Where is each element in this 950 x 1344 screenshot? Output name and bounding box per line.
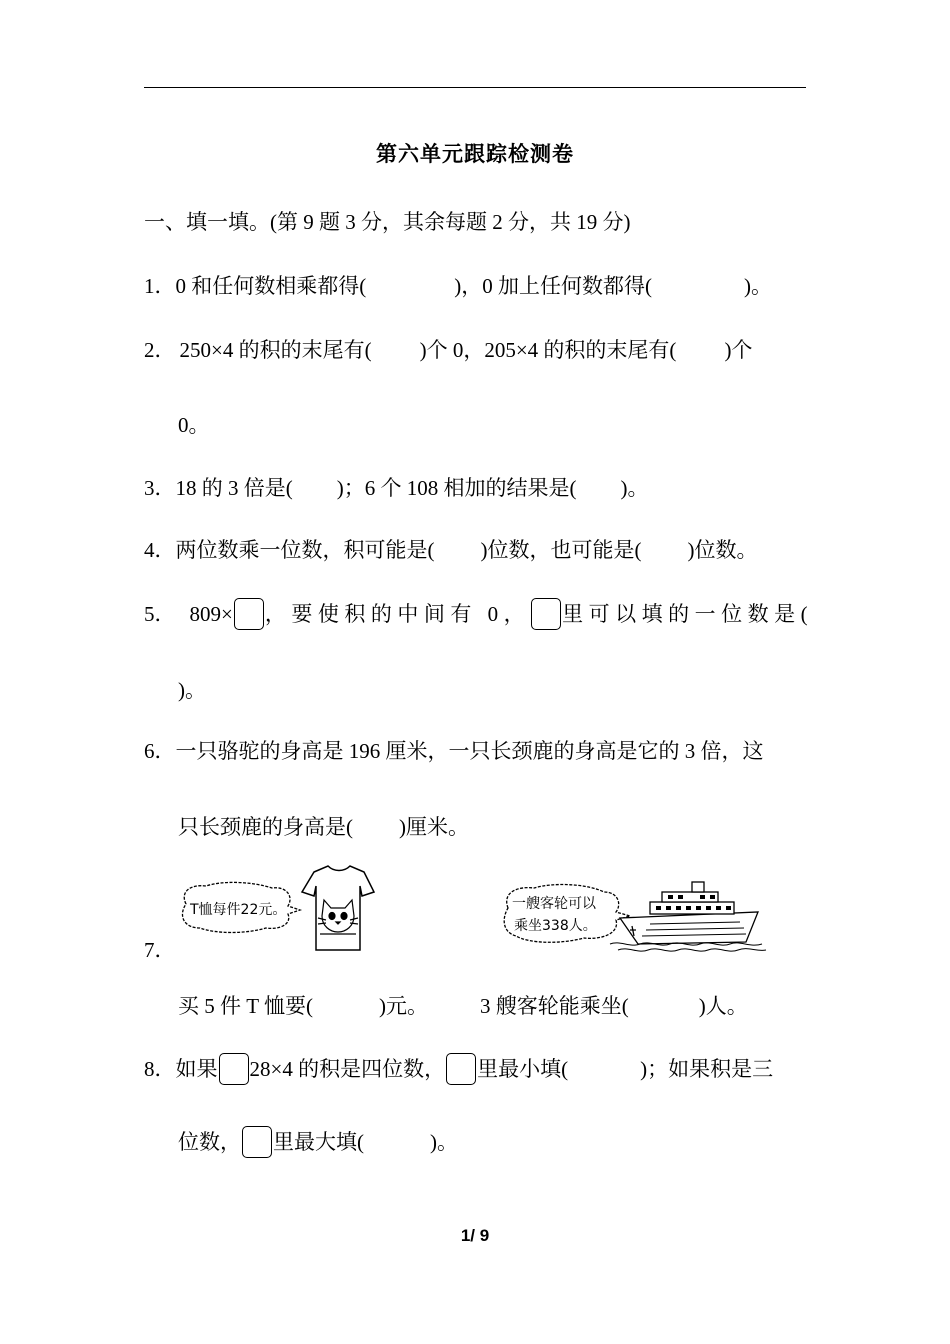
question-5: 5． 809× ，要使积的中间有 0， 里可以填的一位数是( bbox=[144, 598, 813, 630]
question-6-cont: 只长颈鹿的身高是( )厘米。 bbox=[178, 815, 469, 839]
tshirt-bubble-text: T恤每件22元。 bbox=[190, 902, 287, 918]
question-2-cont: 0。 bbox=[178, 413, 210, 437]
question-5-cont: )。 bbox=[178, 678, 206, 702]
q5-answer-box-1[interactable] bbox=[234, 598, 264, 630]
q6-number: 6． bbox=[144, 739, 176, 763]
question-3: 3．18 的 3 倍是( )；6 个 108 相加的结果是( )。 bbox=[144, 476, 649, 500]
q5-number: 5． bbox=[144, 602, 176, 626]
page-title: 第六单元跟踪检测卷 bbox=[376, 142, 574, 166]
question-2: 2． 250×4 的积的末尾有( )个 0，205×4 的积的末尾有( )个 bbox=[144, 338, 753, 362]
tshirt-illustration bbox=[176, 862, 376, 954]
q8-answer-box-2[interactable] bbox=[446, 1053, 476, 1085]
question-8-cont: 位数， 里最大填( )。 bbox=[178, 1126, 458, 1158]
q4-number: 4． bbox=[144, 538, 176, 562]
question-8: 8．如果 28×4 的积是四位数， 里最小填( )；如果积是三 bbox=[144, 1053, 773, 1085]
ship-bubble-text-1: 一艘客轮可以 bbox=[512, 896, 596, 912]
q8-answer-box-1[interactable] bbox=[219, 1053, 249, 1085]
question-6: 6．一只骆驼的身高是 196 厘米，一只长颈鹿的身高是它的 3 倍，这 bbox=[144, 739, 764, 763]
question-7-number: 7． bbox=[144, 938, 176, 962]
section-heading: 一、填一填。(第 9 题 3 分，其余每题 2 分，共 19 分) bbox=[144, 210, 631, 234]
question-4: 4．两位数乘一位数，积可能是( )位数，也可能是( )位数。 bbox=[144, 538, 758, 562]
ship-bubble-text-2: 乘坐338人。 bbox=[514, 918, 597, 934]
question-1: 1．0 和任何数相乘都得( )，0 加上任何数都得( )。 bbox=[144, 274, 772, 298]
q1-number: 1． bbox=[144, 274, 176, 298]
q3-number: 3． bbox=[144, 476, 176, 500]
question-7-text: 买 5 件 T 恤要( )元。 3 艘客轮能乘坐( )人。 bbox=[178, 994, 748, 1018]
ship-icon bbox=[620, 882, 758, 944]
q8-number: 8． bbox=[144, 1057, 176, 1081]
water-waves bbox=[610, 943, 766, 951]
page-number: 1/ 9 bbox=[460, 1226, 490, 1245]
q2-number: 2． bbox=[144, 338, 176, 362]
header-rule bbox=[144, 87, 806, 88]
ship-illustration bbox=[500, 878, 770, 954]
q5-answer-box-2[interactable] bbox=[531, 598, 561, 630]
q8-answer-box-3[interactable] bbox=[242, 1126, 272, 1158]
